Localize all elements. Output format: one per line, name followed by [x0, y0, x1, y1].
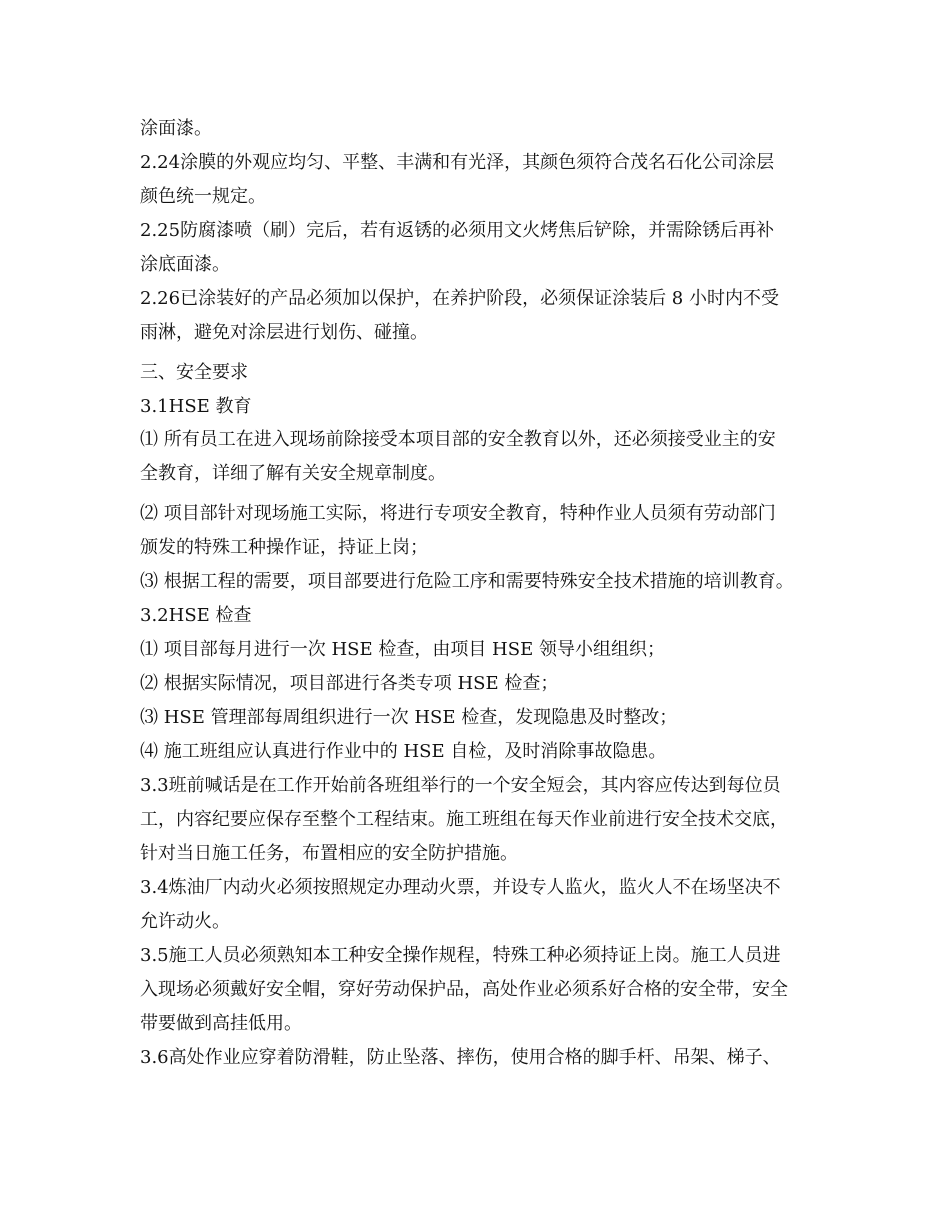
text-line-4: 2.25防腐漆喷（刷）完后，若有返锈的必须用文火烤焦后铲除，并需除锈后再补 — [140, 220, 775, 241]
text-line-7: 雨淋，避免对涂层进行划伤、碰撞。 — [140, 322, 428, 343]
text-line-25: 3.5施工人员必须熟知本工种安全操作规程，特殊工种必须持证上岗。施工人员进 — [140, 945, 781, 966]
text-line-22: 针对当日施工任务，布置相应的安全防护措施。 — [140, 843, 518, 864]
text-line-12: ⑵ 项目部针对现场施工实际，将进行专项安全教育，特种作业人员须有劳动部门 — [140, 503, 776, 524]
text-line-24: 允许动火。 — [140, 911, 230, 932]
text-line-21: 工，内容纪要应保存至整个工程结束。施工班组在每天作业前进行安全技术交底， — [140, 809, 788, 830]
text-line-14: ⑶ 根据工程的需要，项目部要进行危险工序和需要特殊安全技术措施的培训教育。 — [140, 571, 794, 592]
text-line-16: ⑴ 项目部每月进行一次 HSE 检查，由项目 HSE 领导小组组织； — [140, 639, 665, 660]
text-line-13: 颁发的特殊工种操作证，持证上岗； — [140, 537, 428, 558]
text-line-17: ⑵ 根据实际情况，项目部进行各类专项 HSE 检查； — [140, 673, 559, 694]
subsection-heading-hse-inspection: 3.2HSE 检查 — [140, 605, 252, 626]
text-line-26: 入现场必须戴好安全帽，穿好劳动保护品，高处作业必须系好合格的安全带，安全 — [140, 979, 788, 1000]
section-heading-safety: 三、安全要求 — [140, 362, 248, 383]
text-line-11: 全教育，详细了解有关安全规章制度。 — [140, 463, 446, 484]
text-line-6: 2.26已涂装好的产品必须加以保护，在养护阶段，必须保证涂装后 8 小时内不受 — [140, 288, 779, 309]
text-line-18: ⑶ HSE 管理部每周组织进行一次 HSE 检查，发现隐患及时整改； — [140, 707, 678, 728]
text-line-3: 颜色统一规定。 — [140, 186, 266, 207]
text-line-20: 3.3班前喊话是在工作开始前各班组举行的一个安全短会，其内容应传达到每位员 — [140, 775, 781, 796]
text-line-1: 涂面漆。 — [140, 118, 212, 139]
text-line-28: 3.6高处作业应穿着防滑鞋，防止坠落、摔伤，使用合格的脚手杆、吊架、梯子、 — [140, 1047, 781, 1068]
text-line-2: 2.24涂膜的外观应均匀、平整、丰满和有光泽，其颜色须符合茂名石化公司涂层 — [140, 152, 775, 173]
text-line-27: 带要做到高挂低用。 — [140, 1013, 302, 1034]
text-line-5: 涂底面漆。 — [140, 254, 230, 275]
text-line-10: ⑴ 所有员工在进入现场前除接受本项目部的安全教育以外，还必须接受业主的安 — [140, 429, 776, 450]
text-line-23: 3.4炼油厂内动火必须按照规定办理动火票，并设专人监火，监火人不在场坚决不 — [140, 877, 781, 898]
subsection-heading-hse-education: 3.1HSE 教育 — [140, 396, 252, 417]
text-line-19: ⑷ 施工班组应认真进行作业中的 HSE 自检，及时消除事故隐患。 — [140, 741, 667, 762]
